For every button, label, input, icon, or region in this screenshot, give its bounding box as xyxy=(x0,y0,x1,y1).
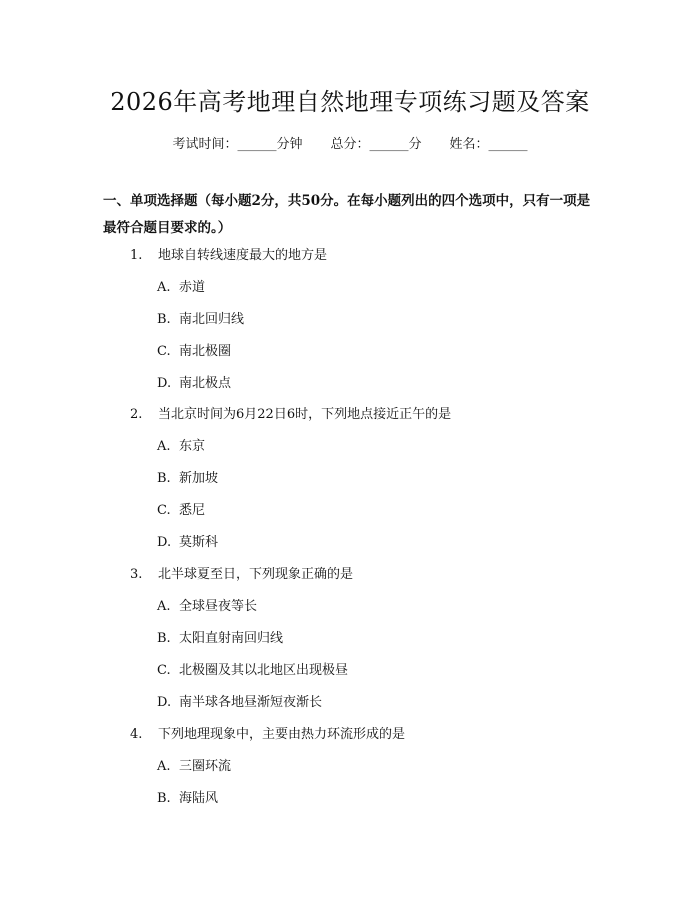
question-stem xyxy=(130,563,353,582)
option-letter: B. xyxy=(157,791,171,806)
exam-time-field: 考试时间：______分钟 xyxy=(172,137,303,152)
question-number: 3. xyxy=(130,567,143,582)
answer-option xyxy=(157,595,257,614)
total-score-field: 总分：______分 xyxy=(330,137,422,152)
option-letter: C. xyxy=(157,503,171,518)
option-text: 赤道 xyxy=(179,280,206,295)
answer-option xyxy=(157,308,244,327)
option-text: 南北极圈 xyxy=(179,344,232,359)
option-letter: A. xyxy=(157,759,171,774)
option-text: 南北极点 xyxy=(179,376,232,391)
answer-option xyxy=(157,276,205,295)
option-text: 北极圈及其以北地区出现极昼 xyxy=(179,663,349,678)
question-stem xyxy=(130,403,451,422)
answer-option xyxy=(157,499,205,518)
question-text: 当北京时间为6月22日6时，下列地点接近正午的是 xyxy=(158,407,452,422)
question-text: 地球自转线速度最大的地方是 xyxy=(158,248,328,263)
question-number: 4. xyxy=(130,727,143,742)
exam-meta-line xyxy=(0,133,700,152)
answer-option xyxy=(157,340,231,359)
option-letter: D. xyxy=(157,695,172,710)
section-heading: 一、单项选择题（每小题2分，共50分。在每小题列出的四个选项中，只有一项是最符合题目要求的。） xyxy=(103,193,591,236)
answer-option xyxy=(157,659,348,678)
option-text: 悉尼 xyxy=(179,503,206,518)
option-text: 全球昼夜等长 xyxy=(179,599,258,614)
option-letter: A. xyxy=(157,439,171,454)
name-field: 姓名：______ xyxy=(449,137,528,152)
option-letter: D. xyxy=(157,535,172,550)
option-text: 海陆风 xyxy=(179,791,219,806)
option-letter: C. xyxy=(157,344,171,359)
question-stem xyxy=(130,723,405,742)
option-text: 南半球各地昼渐短夜渐长 xyxy=(179,695,323,710)
option-letter: D. xyxy=(157,376,172,391)
option-letter: C. xyxy=(157,663,171,678)
option-text: 太阳直射南回归线 xyxy=(179,631,284,646)
page-title: 2026年高考地理自然地理专项练习题及答案 xyxy=(110,88,590,116)
option-letter: B. xyxy=(157,471,171,486)
answer-option xyxy=(157,787,218,806)
option-letter: B. xyxy=(157,631,171,646)
answer-option xyxy=(157,627,283,646)
question-number: 2. xyxy=(130,407,143,422)
option-text: 东京 xyxy=(179,439,206,454)
answer-option xyxy=(157,435,205,454)
answer-option xyxy=(157,755,231,774)
question-text: 下列地理现象中，主要由热力环流形成的是 xyxy=(158,727,406,742)
question-text: 北半球夏至日，下列现象正确的是 xyxy=(158,567,354,582)
option-text: 三圈环流 xyxy=(179,759,232,774)
option-letter: B. xyxy=(157,312,171,327)
option-text: 莫斯科 xyxy=(179,535,219,550)
option-text: 新加坡 xyxy=(179,471,219,486)
question-stem xyxy=(130,244,327,263)
option-text: 南北回归线 xyxy=(179,312,245,327)
option-letter: A. xyxy=(157,599,171,614)
answer-option xyxy=(157,467,218,486)
answer-option xyxy=(157,691,322,710)
option-letter: A. xyxy=(157,280,171,295)
answer-option xyxy=(157,372,231,391)
question-number: 1. xyxy=(130,248,143,263)
answer-option xyxy=(157,531,218,550)
